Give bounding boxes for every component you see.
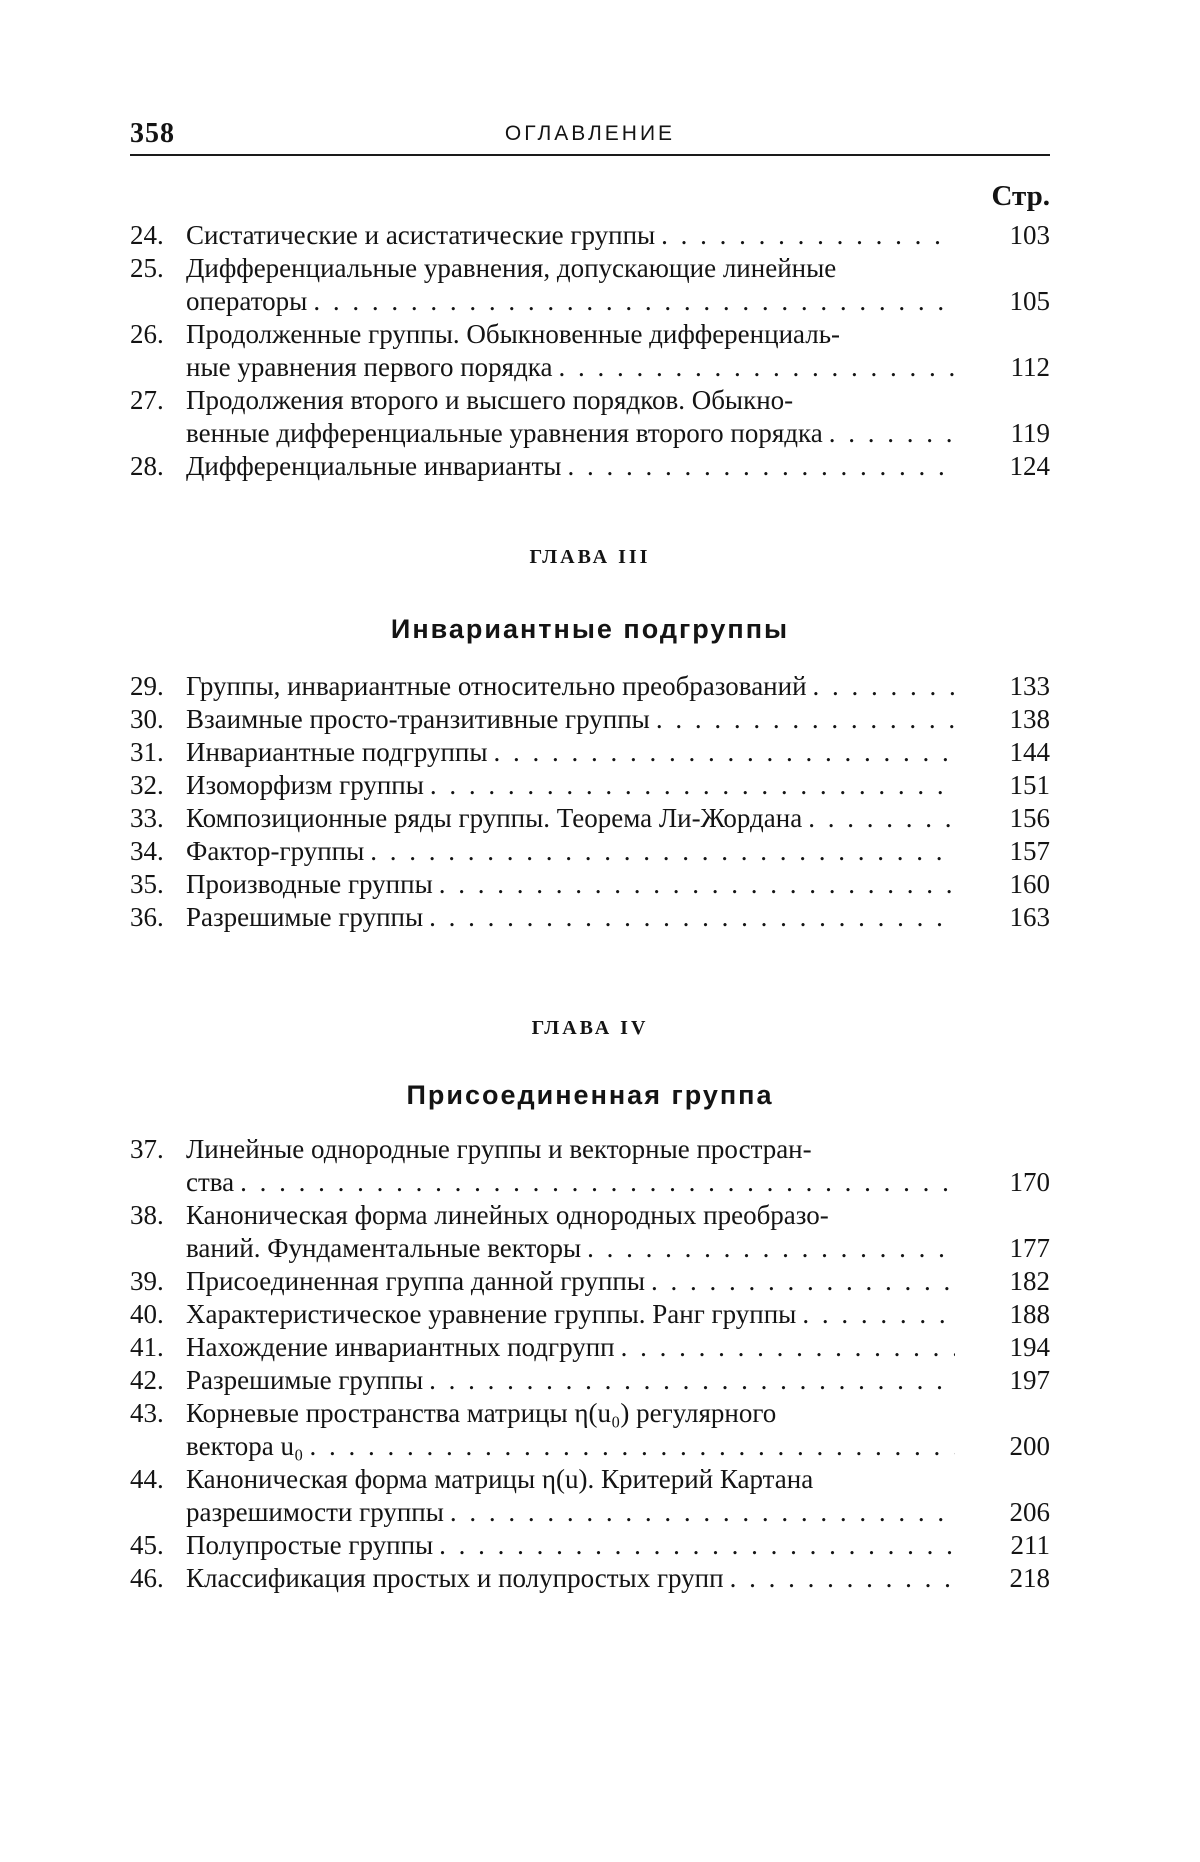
entry-title-text: разрешимости группы [186, 1497, 444, 1527]
entry-title-line [186, 1265, 955, 1298]
entry-title-line [186, 1298, 955, 1331]
entry-title [186, 1298, 955, 1331]
entry-number: 24. [130, 220, 164, 250]
toc-entry [130, 318, 1050, 384]
chapter-title: Присоединенная группа [406, 1080, 774, 1110]
entry-title-line [186, 1562, 955, 1595]
entry-title [186, 703, 955, 736]
entry-number: 40. [130, 1299, 164, 1329]
entry-title [186, 835, 955, 868]
page-column-label: Стр. [991, 180, 1050, 212]
entry-title-text: Дифференциальные инварианты [186, 451, 562, 481]
toc-entry [130, 1529, 1050, 1562]
entry-title-line [186, 670, 955, 703]
entry-page-number: 206 [1009, 1497, 1050, 1527]
entry-title [186, 384, 955, 450]
entry-title-text: Каноническая форма линейных однородных преобразо- [186, 1200, 829, 1230]
entry-title-text: Дифференциальные уравнения, допускающие линейные [186, 253, 837, 283]
entry-title-text: операторы [186, 286, 308, 316]
toc-entry [130, 252, 1050, 318]
entry-page-number: 170 [1009, 1167, 1050, 1197]
entry-title [186, 802, 955, 835]
entry-title [186, 670, 955, 703]
entry-title-line [186, 285, 955, 318]
entry-title [186, 318, 955, 384]
entry-title-line [186, 318, 955, 351]
entry-title-line [186, 1430, 955, 1463]
header-title: ОГЛАВЛЕНИЕ [504, 122, 676, 145]
entry-title [186, 219, 955, 252]
entry-title-line [186, 1364, 955, 1397]
entry-page-number: 124 [1009, 451, 1050, 481]
toc-entry [130, 1265, 1050, 1298]
entry-title-text: Продолжения второго и высшего порядков. Обыкно- [186, 385, 794, 415]
entry-title [186, 1397, 955, 1463]
entry-page-number: 103 [1009, 220, 1050, 250]
entry-title-line [186, 1133, 955, 1166]
toc-list-chapter-ii-continued [130, 219, 1050, 483]
entry-number: 44. [130, 1464, 164, 1494]
entry-number: 31. [130, 737, 164, 767]
entry-title-line [186, 1397, 955, 1430]
toc-entry [130, 835, 1050, 868]
entry-title-text: Нахождение инвариантных подгрупп [186, 1332, 615, 1362]
page-number: 358 [130, 118, 175, 149]
entry-page-number: 119 [1010, 418, 1050, 448]
entry-number: 46. [130, 1563, 164, 1593]
toc-entry [130, 1397, 1050, 1463]
entry-title-text: ные уравнения первого порядка [186, 352, 553, 382]
entry-title [186, 1265, 955, 1298]
entry-title [186, 868, 955, 901]
toc-entry [130, 1364, 1050, 1397]
entry-title-text: Каноническая форма матрицы η(u). Критерий Картана [186, 1464, 814, 1494]
entry-title-line [186, 736, 955, 769]
entry-title-text: Полупростые группы [186, 1530, 434, 1560]
entry-number: 36. [130, 902, 164, 932]
entry-page-number: 188 [1009, 1299, 1050, 1329]
toc-entry [130, 1199, 1050, 1265]
chapter-title: Инвариантные подгруппы [390, 614, 790, 644]
entry-page-number: 133 [1009, 671, 1050, 701]
toc-entry [130, 1463, 1050, 1529]
entry-title-line [186, 351, 955, 384]
entry-page-number: 160 [1009, 869, 1050, 899]
entry-number: 45. [130, 1530, 164, 1560]
toc-list-chapter-iii [130, 670, 1050, 934]
entry-title-text: Фактор-группы [186, 836, 365, 866]
entry-title-text: Систатические и асистатические группы [186, 220, 656, 250]
entry-title-text: Корневые пространства матрицы η(u₀) регулярного [186, 1398, 777, 1428]
entry-title-text: Разрешимые группы [186, 902, 424, 932]
entry-title-text: Инвариантные подгруппы [186, 737, 488, 767]
toc-entry [130, 703, 1050, 736]
entry-title [186, 252, 955, 318]
entry-title-line [186, 384, 955, 417]
entry-number: 33. [130, 803, 164, 833]
entry-title-text: Композиционные ряды группы. Теорема Ли-Жордана [186, 803, 803, 833]
entry-title-text: ваний. Фундаментальные векторы [186, 1233, 582, 1263]
entry-number: 37. [130, 1134, 164, 1164]
entry-title [186, 1562, 955, 1595]
entry-title [186, 450, 955, 483]
chapter-label: ГЛАВА III [529, 546, 651, 568]
entry-page-number: 151 [1009, 770, 1050, 800]
entry-number: 42. [130, 1365, 164, 1395]
entry-number: 34. [130, 836, 164, 866]
entry-title-line [186, 252, 955, 285]
entry-page-number: 112 [1010, 352, 1050, 382]
entry-number: 43. [130, 1398, 164, 1428]
entry-title [186, 1364, 955, 1397]
entry-page-number: 200 [1009, 1431, 1050, 1461]
entry-title-line [186, 1463, 955, 1496]
entry-title-line [186, 219, 955, 252]
entry-number: 38. [130, 1200, 164, 1230]
entry-title-line [186, 769, 955, 802]
entry-number: 26. [130, 319, 164, 349]
entry-page-number: 105 [1009, 286, 1050, 316]
toc-entry [130, 1298, 1050, 1331]
toc-entry [130, 219, 1050, 252]
chapter-label: ГЛАВА IV [531, 1017, 649, 1039]
toc-entry [130, 802, 1050, 835]
entry-title-text: Взаимные просто-транзитивные группы [186, 704, 650, 734]
entry-page-number: 197 [1009, 1365, 1050, 1395]
entry-title-text: Продолженные группы. Обыкновенные дифференциаль- [186, 319, 841, 349]
entry-number: 27. [130, 385, 164, 415]
entry-title-line [186, 1331, 955, 1364]
entry-title-text: Присоединенная группа данной группы [186, 1266, 645, 1296]
entry-title-line [186, 1496, 955, 1529]
entry-page-number: 177 [1009, 1233, 1050, 1263]
toc-entry [130, 1133, 1050, 1199]
entry-page-number: 163 [1009, 902, 1050, 932]
entry-title [186, 1199, 955, 1265]
entry-title-line [186, 703, 955, 736]
entry-page-number: 182 [1009, 1266, 1050, 1296]
entry-title [186, 1529, 955, 1562]
entry-title-text: Изоморфизм группы [186, 770, 424, 800]
toc-entry [130, 1331, 1050, 1364]
entry-title-line [186, 835, 955, 868]
entry-title-line [186, 901, 955, 934]
entry-page-number: 194 [1009, 1332, 1050, 1362]
entry-number: 35. [130, 869, 164, 899]
toc-entry [130, 868, 1050, 901]
entry-title-text: Классификация простых и полупростых групп [186, 1563, 724, 1593]
entry-page-number: 156 [1009, 803, 1050, 833]
entry-title [186, 1463, 955, 1529]
entry-number: 41. [130, 1332, 164, 1362]
entry-page-number: 138 [1009, 704, 1050, 734]
toc-entry [130, 450, 1050, 483]
entry-title-line [186, 450, 955, 483]
entry-title-line [186, 868, 955, 901]
entry-title [186, 736, 955, 769]
entry-title-text: венные дифференциальные уравнения второго порядка [186, 418, 823, 448]
entry-number: 29. [130, 671, 164, 701]
entry-page-number: 211 [1010, 1530, 1050, 1560]
entry-title [186, 769, 955, 802]
entry-title-text: ства [186, 1167, 235, 1197]
entry-title-text: Производные группы [186, 869, 433, 899]
entry-title [186, 1331, 955, 1364]
entry-number: 32. [130, 770, 164, 800]
entry-title-line [186, 417, 955, 450]
entry-title-text: Линейные однородные группы и векторные простран- [186, 1134, 812, 1164]
entry-number: 28. [130, 451, 164, 481]
entry-title-line [186, 1166, 955, 1199]
toc-entry [130, 384, 1050, 450]
entry-title-text: Разрешимые группы [186, 1365, 424, 1395]
entry-number: 39. [130, 1266, 164, 1296]
entry-title [186, 1133, 955, 1199]
entry-title-text: Характеристическое уравнение группы. Ранг группы [186, 1299, 797, 1329]
toc-entry [130, 670, 1050, 703]
entry-title-line [186, 1232, 955, 1265]
running-head [130, 118, 1050, 156]
entry-title-line [186, 802, 955, 835]
toc-entry [130, 1562, 1050, 1595]
toc-entry [130, 769, 1050, 802]
toc-entry [130, 901, 1050, 934]
entry-title-text: Группы, инвариантные относительно преобразований [186, 671, 807, 701]
entry-title [186, 901, 955, 934]
entry-title-line [186, 1199, 955, 1232]
entry-title-line [186, 1529, 955, 1562]
entry-number: 30. [130, 704, 164, 734]
entry-page-number: 144 [1009, 737, 1050, 767]
toc-entry [130, 736, 1050, 769]
entry-number: 25. [130, 253, 164, 283]
toc-list-chapter-iv [130, 1133, 1050, 1595]
entry-page-number: 157 [1009, 836, 1050, 866]
entry-title-text: вектора u₀ [186, 1431, 304, 1461]
entry-page-number: 218 [1009, 1563, 1050, 1593]
